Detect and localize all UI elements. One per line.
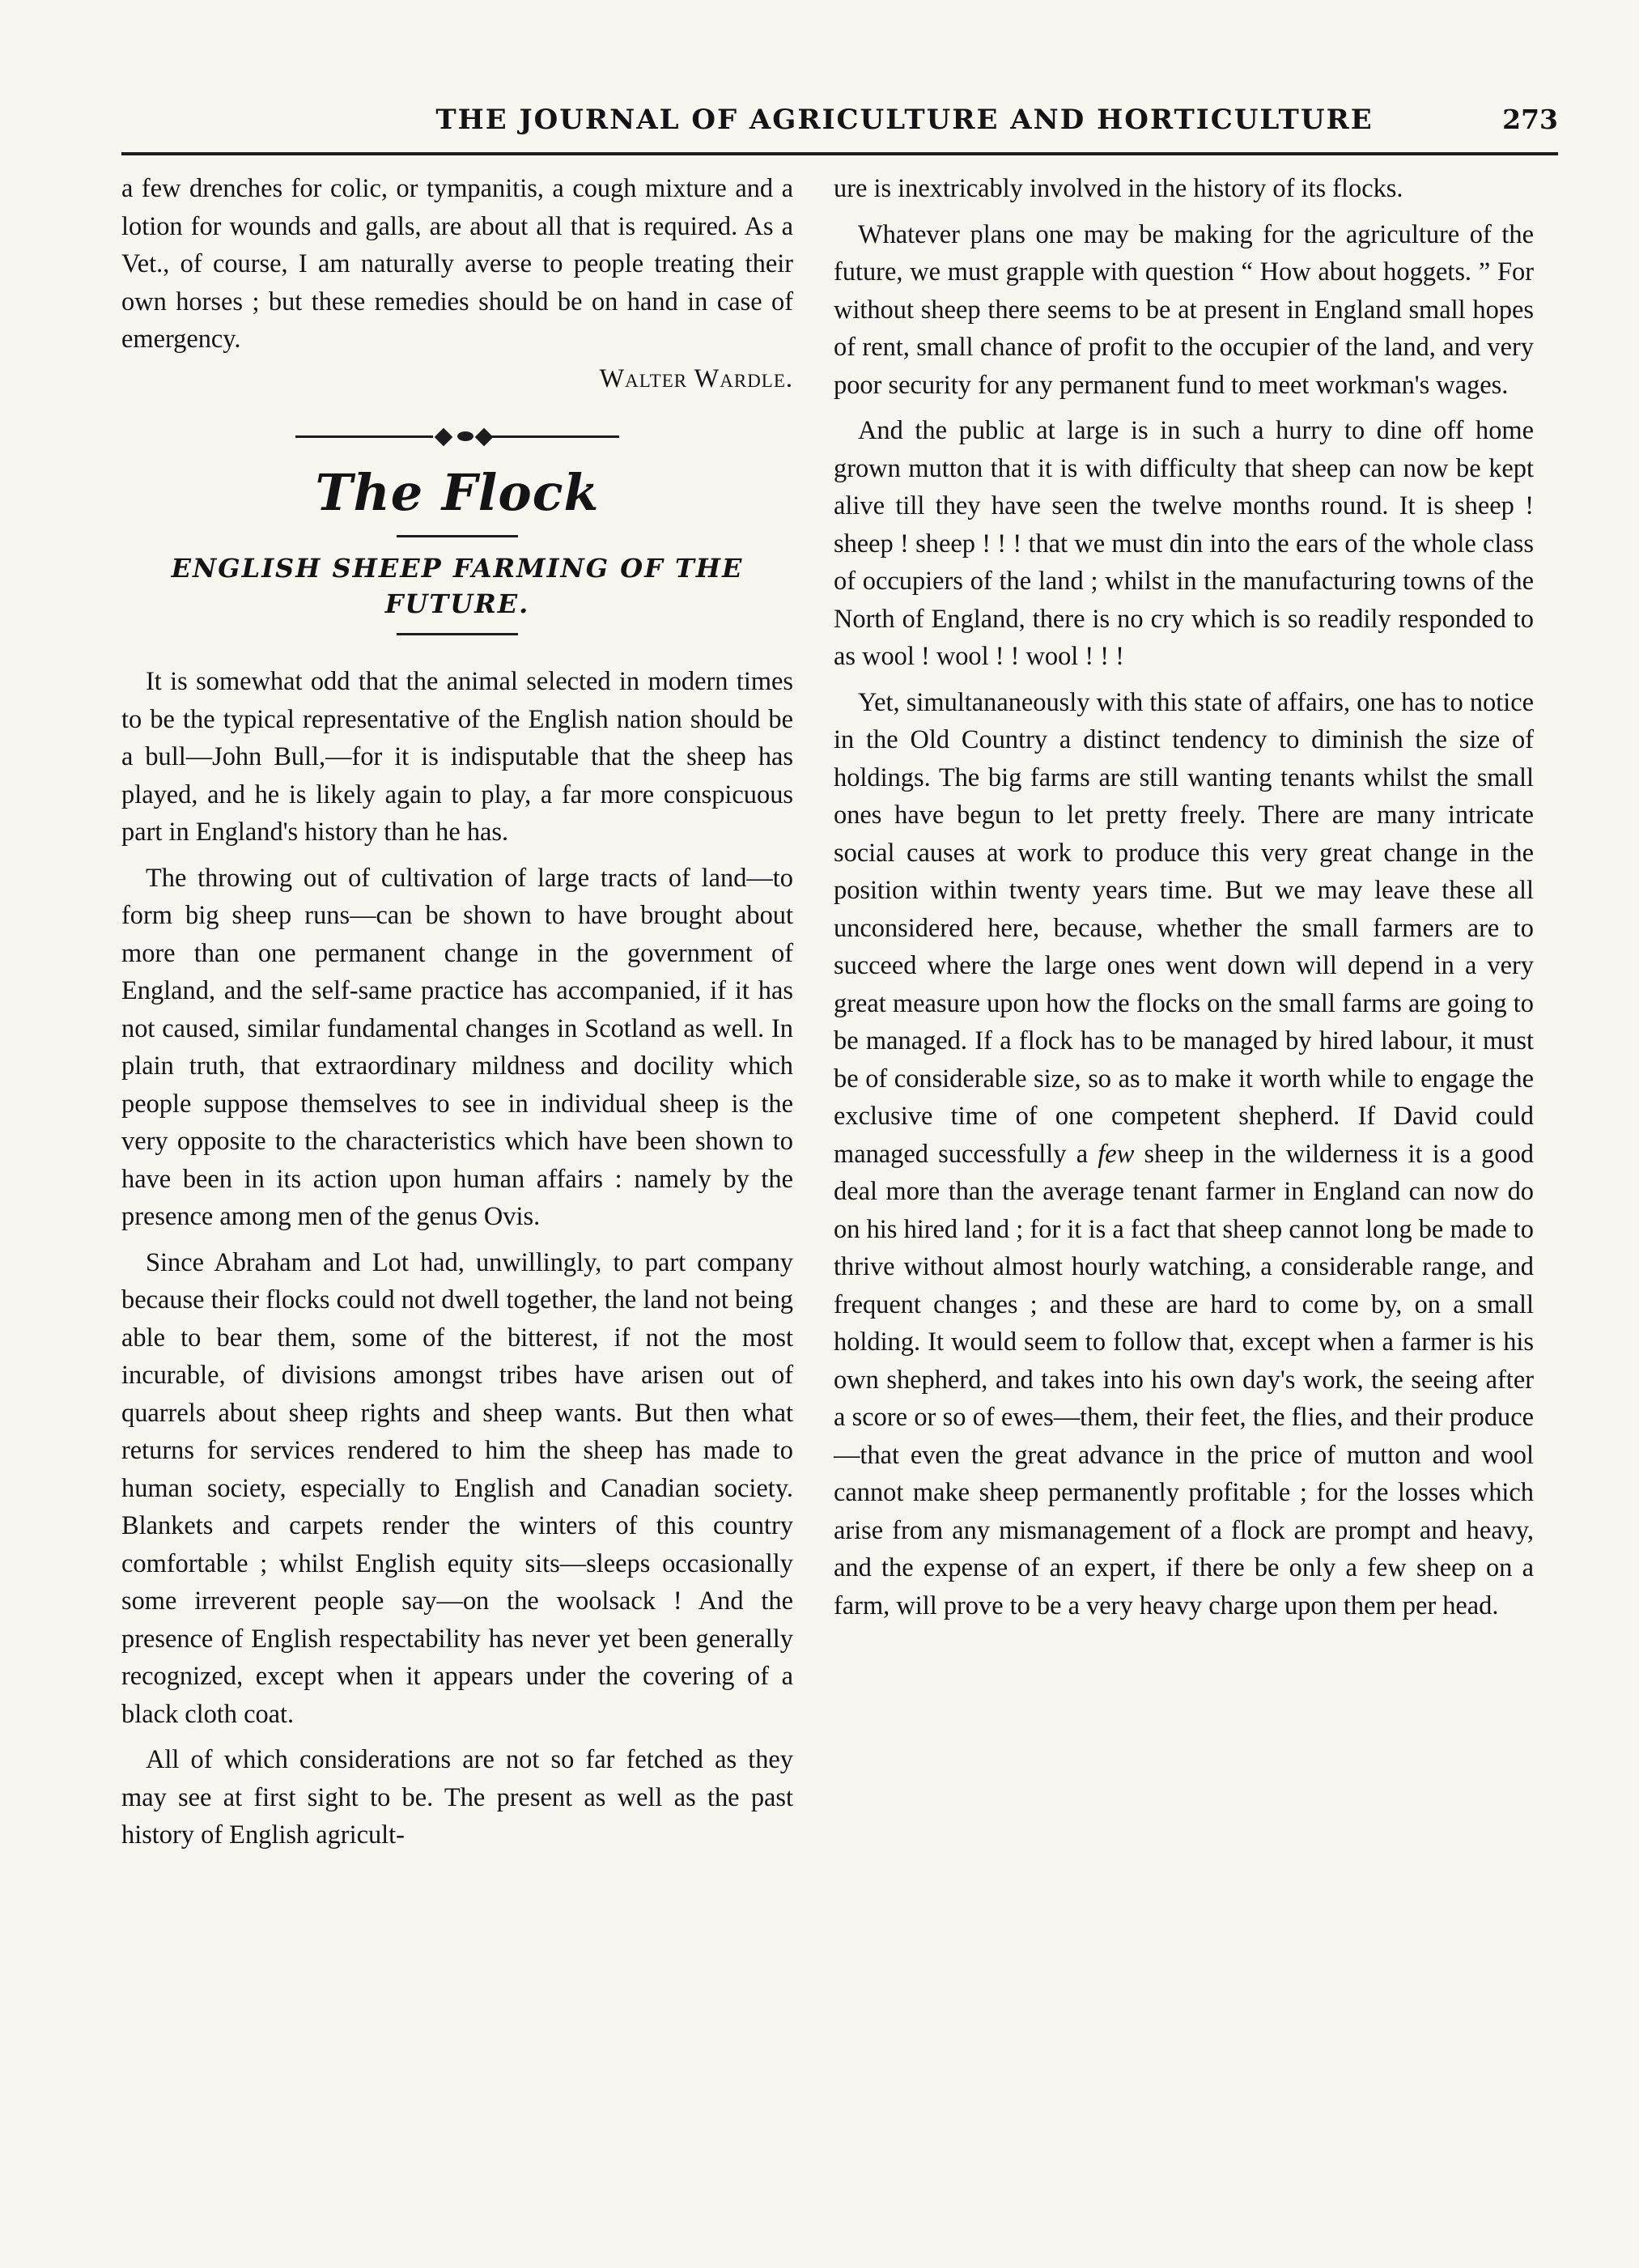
paragraph-text: sheep in the wilderness it is a good deal more than the average tenant farmer in England can now do on his hired land ; for it is a fact that sheep cannot long be made to thrive without almost hourly watching, a considerable range, and frequent changes ; and these are hard to come by, on a small holding. It would seem to follow that, except when a farmer is his own shepherd, and takes into his own day's work, the seeing after a score or so of ewes—them, their feet, the flies, and their produce—that even the great advance in the price of mutton and wool cannot make sheep permanently profitable ; for the losses which arise from any mismanagement of a flock are prompt and heavy, and the expense of an expert, if there be only a few sheep on a farm, will prove to be a very heavy charge upon them per head. <box>834 1139 1534 1620</box>
continuation-paragraph: ure is inextricably involved in the history of its flocks. <box>834 174 1403 203</box>
title-rule <box>397 535 518 537</box>
ornament-line-right <box>482 435 619 438</box>
page-number: 273 <box>1502 104 1558 135</box>
ornament-line-left <box>295 435 433 438</box>
ornament-diamond-icon <box>435 428 453 447</box>
paragraph <box>834 684 1534 1625</box>
paragraph: Whatever plans one may be making for the agriculture of the future, we must grapple with question “ How about hoggets. ” For without sheep there seems to be at present in England small hopes of rent, small chance of profit to the occupier of the land, and very poor security for any permanent fund to meet workman's wages. <box>834 219 1534 400</box>
emphasis-few: few <box>1098 1139 1135 1169</box>
paragraph: All of which considerations are not so far fetched as they may see at first sight to be. The present as well as the past history of English agricult- <box>121 1745 793 1850</box>
section-title: The Flock <box>315 463 600 522</box>
right-column <box>834 170 1534 1625</box>
paragraph: The throwing out of cultivation of large tracts of land—to form big sheep runs—can be shown to have brought about more than one permanent change in the government of England, and the self-same practice has accompanied, if it has not caused, similar fundamental changes in Scotland as well. In plain truth, that extraordinary mildness and docility which people suppose themselves to see in individual sheep is the very opposite to the characteristics which have been shown to have been in its action upon human affairs : namely by the presence among men of the genus Ovis. <box>121 863 793 1231</box>
header-rule <box>121 152 1558 155</box>
article-title: ENGLISH SHEEP FARMING OF THE FUTURE. <box>171 553 744 619</box>
signature: Walter Wardle. <box>599 363 793 393</box>
paragraph: And the public at large is in such a hurry to dine off home grown mutton that it is with difficulty that sheep can now be kept alive till they have seen the twelve months round. It is sheep ! sheep ! sheep ! ! ! that we must din into the ears of the whole class of occupiers of the land ; whilst in the manufacturing towns of the North of England, there is no cry which is so readily responded to as wool ! wool ! ! wool ! ! ! <box>834 416 1534 671</box>
paragraph: Since Abraham and Lot had, unwillingly, to part company because their flocks could not dwell together, the land not being able to bear them, some of the bitterest, if not the most incurable, of divisions amongst tribes have arisen out of quarrels about sheep rights and sheep wants. But then what returns for services rendered to him the sheep has made to human society, especially to English and Canadian society. Blankets and carpets render the winters of this country comfortable ; whilst English equity sits—sleeps occasionally some irreverent people say—on the woolsack ! And the presence of English respectability has never yet been generally recognized, except when it appears under the covering of a black cloth coat. <box>121 1247 793 1729</box>
ornament-oval-icon <box>457 431 473 441</box>
paragraph: It is somewhat odd that the animal selected in modern times to be the typical representative of the English nation should be a bull—John Bull,—for it is indisputable that the sheep has played, and he is likely again to play, a far more conspicuous part in England's history than he has. <box>121 667 793 847</box>
page-header <box>121 97 1558 147</box>
intro-paragraph: a few drenches for colic, or tympanitis, a cough mixture and a lotion for wounds and galls, are about all that is required. As a Vet., of course, I am naturally averse to people treating their own horses ; but these remedies should be on hand in case of emergency. <box>121 174 793 354</box>
paragraph-text: Yet, simultananeously with this state of affairs, one has to notice in the Old Country a distinct tendency to diminish the size of holdings. The big farms are still wanting tenants whilst the small ones have begun to let pretty freely. There are many intricate social causes at work to produce this very great change in the position within twenty years time. But we may leave these all unconsidered here, because, whether the small farmers are to succeed where the large ones went down will depend in a very great measure upon how the flocks on the small farms are going to be managed. If a flock has to be managed by hired labour, it must be of considerable size, so as to make it worth while to engage the exclusive time of one competent shepherd. If David could managed successfully a <box>834 687 1534 1169</box>
left-column <box>121 170 793 1854</box>
ornament-divider <box>295 428 619 444</box>
running-title: THE JOURNAL OF AGRICULTURE AND HORTICULTURE <box>435 104 1374 136</box>
title-rule <box>397 633 518 635</box>
